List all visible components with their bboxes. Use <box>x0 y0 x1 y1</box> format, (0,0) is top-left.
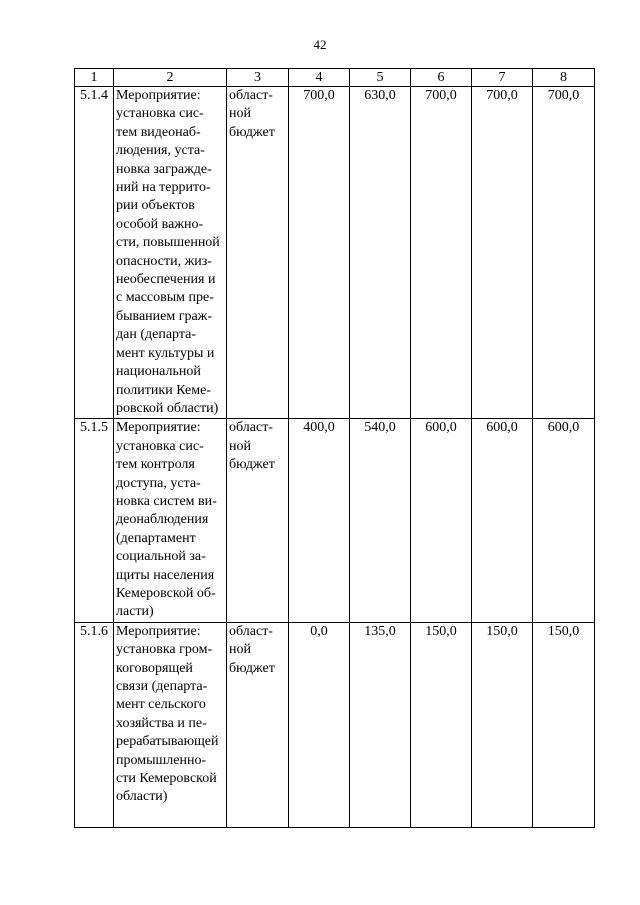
activity-name-line: мент культуры и <box>116 345 215 361</box>
activity-name-line: ласти) <box>116 604 154 620</box>
value-cell: 150,0 <box>533 622 595 827</box>
page-number: 42 <box>313 37 327 52</box>
activity-name-line: рии объектов <box>116 198 195 214</box>
table-row <box>75 622 595 827</box>
activity-name-line: Мероприятие: <box>116 623 201 639</box>
value-cell: 150,0 <box>411 622 472 827</box>
activity-name-line: коговорящей <box>116 660 193 676</box>
activity-name-line: хозяйства и пе- <box>116 715 207 731</box>
table-header-row <box>75 69 595 87</box>
activity-name <box>114 419 227 622</box>
activity-name-line: политики Кеме- <box>116 382 211 398</box>
activity-name-line: быванием граж- <box>116 308 213 324</box>
activity-name-line: дан (департа- <box>116 327 197 343</box>
row-number: 5.1.5 <box>75 419 114 622</box>
funding-source-line: ной <box>229 642 251 658</box>
value-cell: 630,0 <box>350 87 411 419</box>
funding-source <box>227 419 289 622</box>
value-cell: 0,0 <box>289 622 350 827</box>
activity-name-line: мент сельского <box>116 697 206 713</box>
activity-name-line: людения, уста- <box>116 143 205 159</box>
activity-name-line: установка сис- <box>116 106 204 122</box>
column-header: 3 <box>227 69 289 87</box>
activity-name-line: тем контроля <box>116 457 195 473</box>
activity-name-line: сти, повышенной <box>116 235 220 251</box>
table-row <box>75 87 595 419</box>
value-cell: 700,0 <box>411 87 472 419</box>
activity-name-line: национальной <box>116 364 201 380</box>
activity-name-line: особой важно- <box>116 216 204 232</box>
activity-name-line: деонаблюдения <box>116 512 209 528</box>
column-header: 8 <box>533 69 595 87</box>
funding-source-line: бюджет <box>229 660 275 676</box>
value-cell: 600,0 <box>472 419 533 622</box>
funding-source <box>227 87 289 419</box>
funding-source-line: област- <box>229 623 273 639</box>
activity-name-line: области) <box>116 789 168 805</box>
activity-name-line: новка загражде- <box>116 161 212 177</box>
activity-name-line: опасности, жиз- <box>116 253 212 269</box>
activity-name-line: сти Кемеровской <box>116 771 217 787</box>
column-header: 1 <box>75 69 114 87</box>
funding-source-line: област- <box>229 88 273 103</box>
value-cell: 150,0 <box>472 622 533 827</box>
row-number: 5.1.4 <box>75 87 114 419</box>
budget-table <box>74 68 595 828</box>
value-cell: 700,0 <box>289 87 350 419</box>
activity-name-line: ний на террито- <box>116 180 211 196</box>
funding-source-line: бюджет <box>229 457 275 473</box>
table-row <box>75 419 595 622</box>
activity-name-line: установка сис- <box>116 438 204 454</box>
funding-source-line: ной <box>229 106 251 122</box>
value-cell: 540,0 <box>350 419 411 622</box>
column-header: 6 <box>411 69 472 87</box>
funding-source <box>227 622 289 827</box>
activity-name-line: связи (департа- <box>116 679 208 694</box>
row-number: 5.1.6 <box>75 622 114 827</box>
value-cell: 700,0 <box>472 87 533 419</box>
column-header: 7 <box>472 69 533 87</box>
activity-name-line: промышленно- <box>116 752 207 768</box>
column-header: 5 <box>350 69 411 87</box>
value-cell: 600,0 <box>411 419 472 622</box>
activity-name <box>114 87 227 419</box>
activity-name-line: новка систем ви- <box>116 493 217 509</box>
funding-source-line: бюджет <box>229 124 275 140</box>
activity-name-line: установка гром- <box>116 642 213 658</box>
column-header: 2 <box>114 69 227 87</box>
value-cell: 400,0 <box>289 419 350 622</box>
value-cell: 135,0 <box>350 622 411 827</box>
activity-name-line: щиты населения <box>116 567 215 583</box>
value-cell: 600,0 <box>533 419 595 622</box>
activity-name-line: рерабатывающей <box>116 734 219 750</box>
activity-name-line: (департамент <box>116 530 196 546</box>
activity-name-line: Мероприятие: <box>116 420 201 436</box>
activity-name-line: тем видеонаб- <box>116 124 201 140</box>
value-cell: 700,0 <box>533 87 595 419</box>
activity-name-line: с массовым пре- <box>116 290 214 306</box>
column-header: 4 <box>289 69 350 87</box>
funding-source-line: ной <box>229 438 251 454</box>
activity-name <box>114 622 227 827</box>
activity-name-line: Мероприятие: <box>116 88 201 103</box>
activity-name-line: необеспечения и <box>116 272 216 288</box>
activity-name-line: доступа, уста- <box>116 475 201 491</box>
activity-name-line: социальной за- <box>116 549 206 565</box>
activity-name-line: ровской области) <box>116 400 219 416</box>
funding-source-line: област- <box>229 420 273 436</box>
activity-name-line: Кемеровской об- <box>116 585 216 601</box>
